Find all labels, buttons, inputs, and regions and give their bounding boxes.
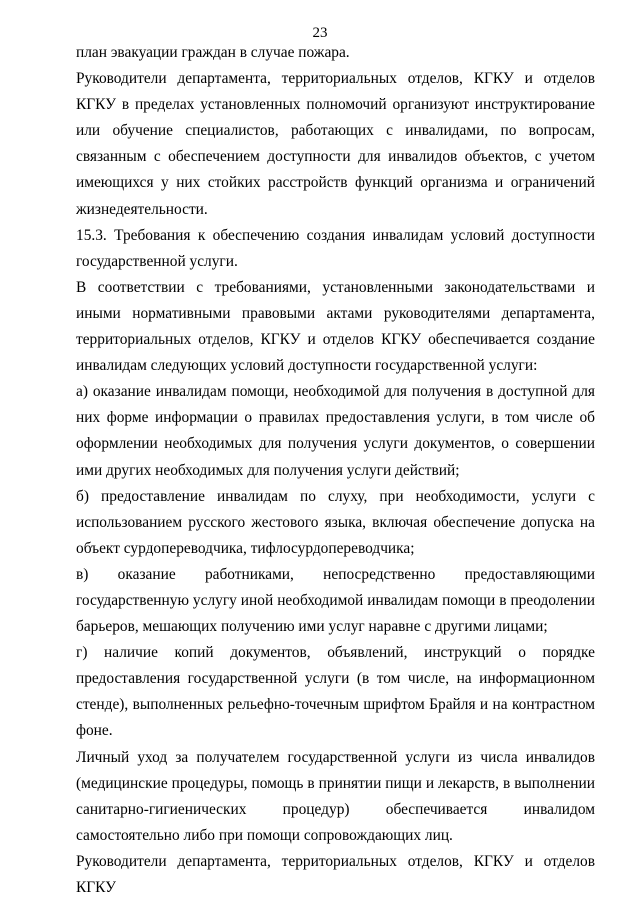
- paragraph-evacuation-plan: план эвакуации граждан в случае пожара.: [76, 44, 350, 61]
- page-number: 23: [312, 25, 328, 41]
- paragraph-continued: Руководители департамента, территориальных отделов, КГКУ и отделов КГКУ: [76, 852, 595, 896]
- paragraph-item-a: а) оказание инвалидам помощи, необходимой для получения в доступной для них форме информации о правилах предоставления услуги, в том числе об оформлении необходимых для получения услуги документов, о совершении ими других необходимых для получения услуги действий;: [76, 383, 595, 479]
- paragraph-accessibility-conditions: В соответствии с требованиями, установленными законодательствами и иными нормативными правовыми актами руководителями департамента, территориальных отделов, КГКУ и отделов КГКУ обеспечивается создание инвалидам следующих условий доступности государственной услуги:: [76, 278, 595, 375]
- paragraph-item-g: г) наличие копий документов, объявлений, инструкций о порядке предоставления государственной услуги (в том числе, на информационном стенде), выполненных рельефно-точечным шрифтом Брайля и на контрастном фоне.: [76, 644, 595, 740]
- paragraph-section-15-3-heading: 15.3. Требования к обеспечению создания инвалидам условий доступности государственной услуги.: [76, 226, 595, 270]
- document-body: [76, 40, 595, 901]
- paragraph-personal-care: Личный уход за получателем государственной услуги из числа инвалидов (медицинские процедуры, помощь в принятии пищи и лекарств, в выполнении санитарно-гигиенических процедур) обеспечивается инвалидом самостоятельно либо при помощи сопровождающих лиц.: [76, 748, 595, 844]
- paragraph-staff-training: Руководители департамента, территориальных отделов, КГКУ и отделов КГКУ в пределах установленных полномочий организуют инструктирование или обучение специалистов, работающих с инвалидами, по вопросам, связанным с обеспечением доступности для инвалидов объектов, с учетом имеющихся у них стойких расстройств функций организма и ограничений жизнедеятельности.: [76, 70, 595, 218]
- paragraph-item-b: б) предоставление инвалидам по слуху, при необходимости, услуги с использованием русского жестового языка, включая обеспечение допуска на объект сурдопереводчика, тифлосурдопереводчика;: [76, 487, 595, 557]
- paragraph-item-v: в) оказание работниками, непосредственно предоставляющими государственную услугу иной необходимой инвалидам помощи в преодолении барьеров, мешающих получению ими услуг наравне с другими лицами;: [76, 565, 595, 636]
